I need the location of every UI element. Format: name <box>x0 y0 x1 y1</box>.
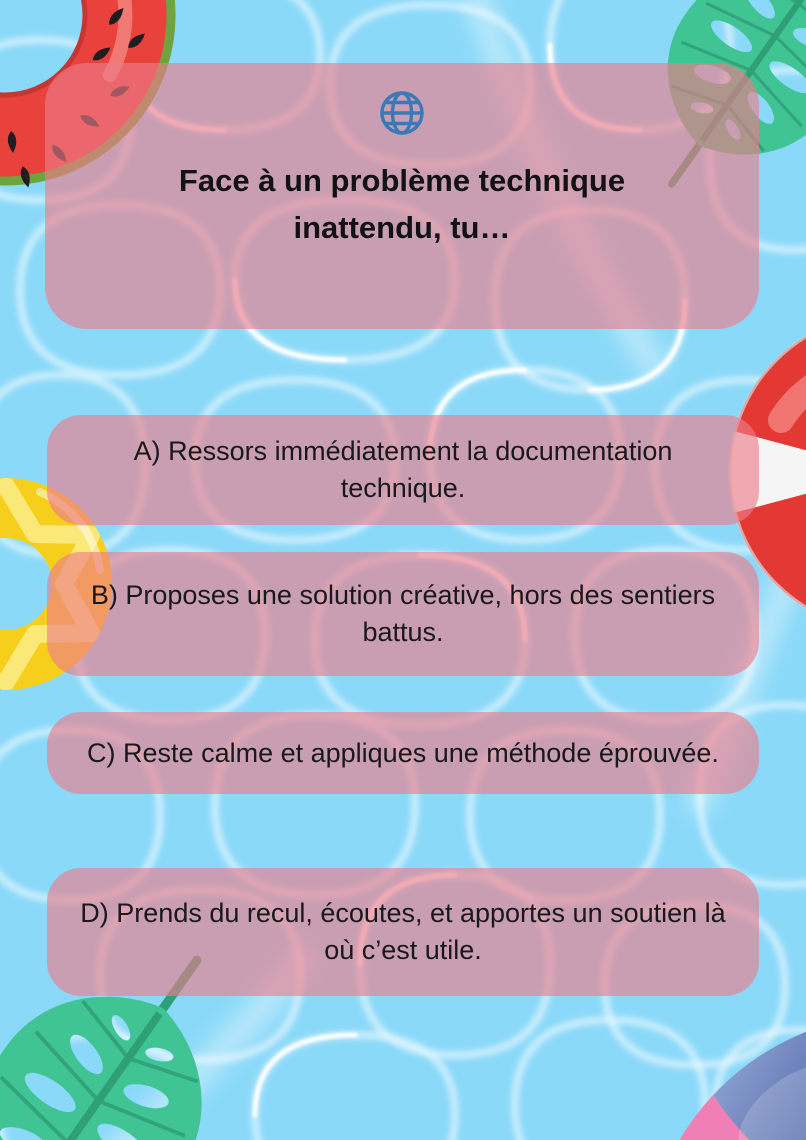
option-d-line: où c’est utile. <box>324 935 482 965</box>
option-d-text <box>80 895 725 969</box>
option-card-a[interactable] <box>47 415 759 525</box>
question-card <box>45 63 759 329</box>
option-a-line: technique. <box>340 473 466 503</box>
option-c-line: C) Reste calme et appliques une méthode éprouvée. <box>87 737 719 768</box>
option-card-c[interactable] <box>47 712 759 794</box>
option-d-line: D) Prends du recul, écoutes, et apportes un soutien là <box>80 898 726 928</box>
globe-icon <box>378 89 426 137</box>
option-a-line: A) Ressors immédiatement la documentation <box>133 436 673 466</box>
question-title-line: inattendu, tu… <box>293 210 511 245</box>
question-title-line: Face à un problème technique <box>178 163 626 198</box>
option-b-line: battus. <box>362 617 444 647</box>
option-b-line: B) Proposes une solution créative, hors des sentiers <box>90 580 716 610</box>
option-c-text <box>87 735 719 772</box>
option-a-text <box>134 433 673 507</box>
question-title <box>179 157 625 251</box>
option-card-b[interactable] <box>47 552 759 676</box>
option-card-d[interactable] <box>47 868 759 996</box>
option-b-text <box>91 577 715 651</box>
